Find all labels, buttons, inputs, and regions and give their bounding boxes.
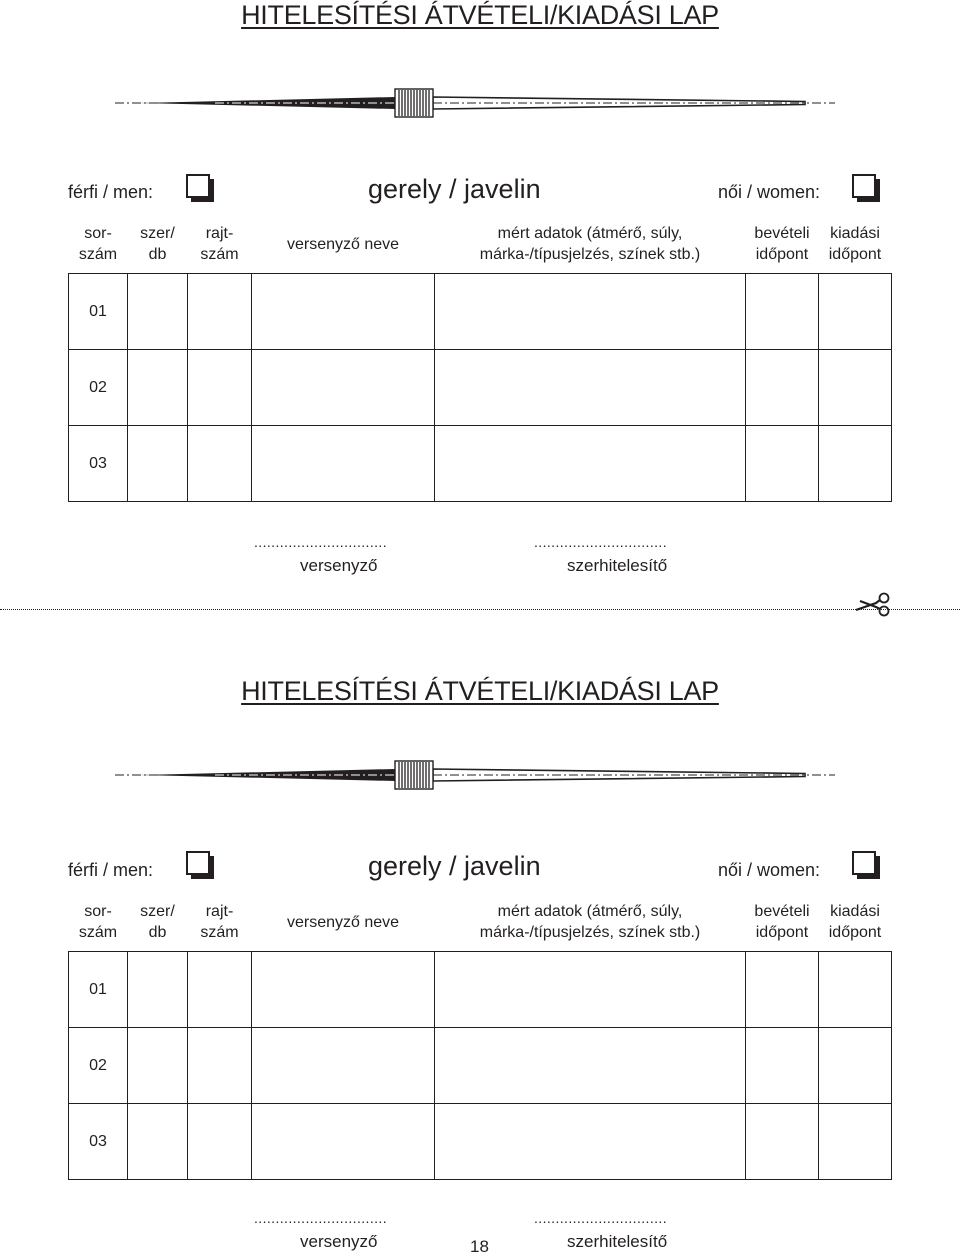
cell[interactable]: [252, 274, 435, 350]
table-header: [69, 893, 892, 952]
women-label: női / women:: [718, 182, 821, 202]
form-title: HITELESÍTÉSI ÁTVÉTELI/KIADÁSI LAP: [241, 676, 719, 706]
cell[interactable]: [128, 350, 188, 426]
verifier-label: szerhitelesítő: [567, 556, 668, 575]
men-checkbox[interactable]: [186, 851, 214, 879]
cell[interactable]: [252, 1028, 435, 1104]
table-row: [69, 1028, 892, 1104]
column-header: rajt- szám: [200, 225, 239, 263]
verifier-signature-line[interactable]: ...............................: [534, 1210, 667, 1226]
cell[interactable]: [128, 1104, 188, 1180]
column-header: szer/ db: [140, 225, 175, 263]
column-header: bevételi időpont: [754, 225, 810, 263]
cell[interactable]: [128, 952, 188, 1028]
women-checkbox[interactable]: [852, 851, 880, 879]
row-number: 02: [69, 350, 128, 426]
row-number: 03: [69, 1104, 128, 1180]
cell[interactable]: [128, 426, 188, 502]
column-header: rajt- szám: [200, 903, 239, 941]
cell[interactable]: [746, 426, 819, 502]
cell[interactable]: [435, 274, 746, 350]
men-checkbox[interactable]: [186, 174, 214, 202]
table-row: [69, 274, 892, 350]
cell[interactable]: [819, 1104, 892, 1180]
row-number: 03: [69, 426, 128, 502]
table-row: [69, 426, 892, 502]
women-label: női / women:: [718, 860, 821, 880]
cell[interactable]: [188, 274, 252, 350]
row-number: 01: [69, 952, 128, 1028]
column-header: kiadási időpont: [828, 903, 882, 941]
cell[interactable]: [188, 350, 252, 426]
column-header: kiadási időpont: [828, 225, 882, 263]
column-header: bevételi időpont: [754, 903, 810, 941]
cell[interactable]: [252, 350, 435, 426]
cell[interactable]: [188, 1028, 252, 1104]
cell[interactable]: [435, 1028, 746, 1104]
column-header: versenyző neve: [286, 235, 400, 253]
verifier-signature-line[interactable]: ...............................: [534, 534, 667, 550]
cell[interactable]: [128, 1028, 188, 1104]
cell[interactable]: [435, 350, 746, 426]
cell[interactable]: [435, 1104, 746, 1180]
men-label: férfi / men:: [68, 860, 154, 880]
cell[interactable]: [252, 952, 435, 1028]
row-number: 02: [69, 1028, 128, 1104]
cell[interactable]: [746, 1104, 819, 1180]
javelin-illustration: [115, 88, 835, 118]
javelin-illustration: [115, 760, 835, 790]
cell[interactable]: [819, 274, 892, 350]
table-row: [69, 952, 892, 1028]
scissors-icon: [854, 590, 892, 620]
cut-line: [0, 609, 960, 610]
verification-table: [68, 893, 892, 1180]
competitor-label: versenyző: [300, 556, 378, 575]
table-header: [69, 215, 892, 274]
form-title: HITELESÍTÉSI ÁTVÉTELI/KIADÁSI LAP: [241, 0, 719, 30]
competitor-signature-line[interactable]: ...............................: [254, 1210, 387, 1226]
cell[interactable]: [252, 426, 435, 502]
column-header: szer/ db: [140, 903, 175, 941]
cell[interactable]: [819, 350, 892, 426]
column-header: sor- szám: [78, 903, 118, 941]
verification-table: [68, 215, 892, 502]
cell[interactable]: [252, 1104, 435, 1180]
cell[interactable]: [188, 1104, 252, 1180]
column-header: mért adatok (átmérő, súly, márka-/típusjelzés, színek stb.): [479, 225, 701, 263]
cell[interactable]: [746, 350, 819, 426]
table-row: [69, 350, 892, 426]
verifier-label: szerhitelesítő: [567, 1232, 668, 1251]
competitor-label: versenyző: [300, 1232, 378, 1251]
cell[interactable]: [435, 426, 746, 502]
cell[interactable]: [746, 274, 819, 350]
column-header: mért adatok (átmérő, súly, márka-/típusjelzés, színek stb.): [479, 903, 701, 941]
cell[interactable]: [435, 952, 746, 1028]
event-name: gerely / javelin: [368, 851, 541, 881]
women-checkbox[interactable]: [852, 174, 880, 202]
row-number: 01: [69, 274, 128, 350]
column-header: versenyző neve: [286, 913, 400, 931]
column-header: sor- szám: [78, 225, 118, 263]
event-name: gerely / javelin: [368, 174, 541, 204]
men-label: férfi / men:: [68, 182, 154, 202]
cell[interactable]: [819, 1028, 892, 1104]
cell[interactable]: [128, 274, 188, 350]
cell[interactable]: [819, 426, 892, 502]
cell[interactable]: [188, 952, 252, 1028]
cell[interactable]: [188, 426, 252, 502]
cell[interactable]: [746, 1028, 819, 1104]
competitor-signature-line[interactable]: ...............................: [254, 534, 387, 550]
page-number: 18: [470, 1237, 489, 1256]
cell[interactable]: [746, 952, 819, 1028]
table-row: [69, 1104, 892, 1180]
cell[interactable]: [819, 952, 892, 1028]
